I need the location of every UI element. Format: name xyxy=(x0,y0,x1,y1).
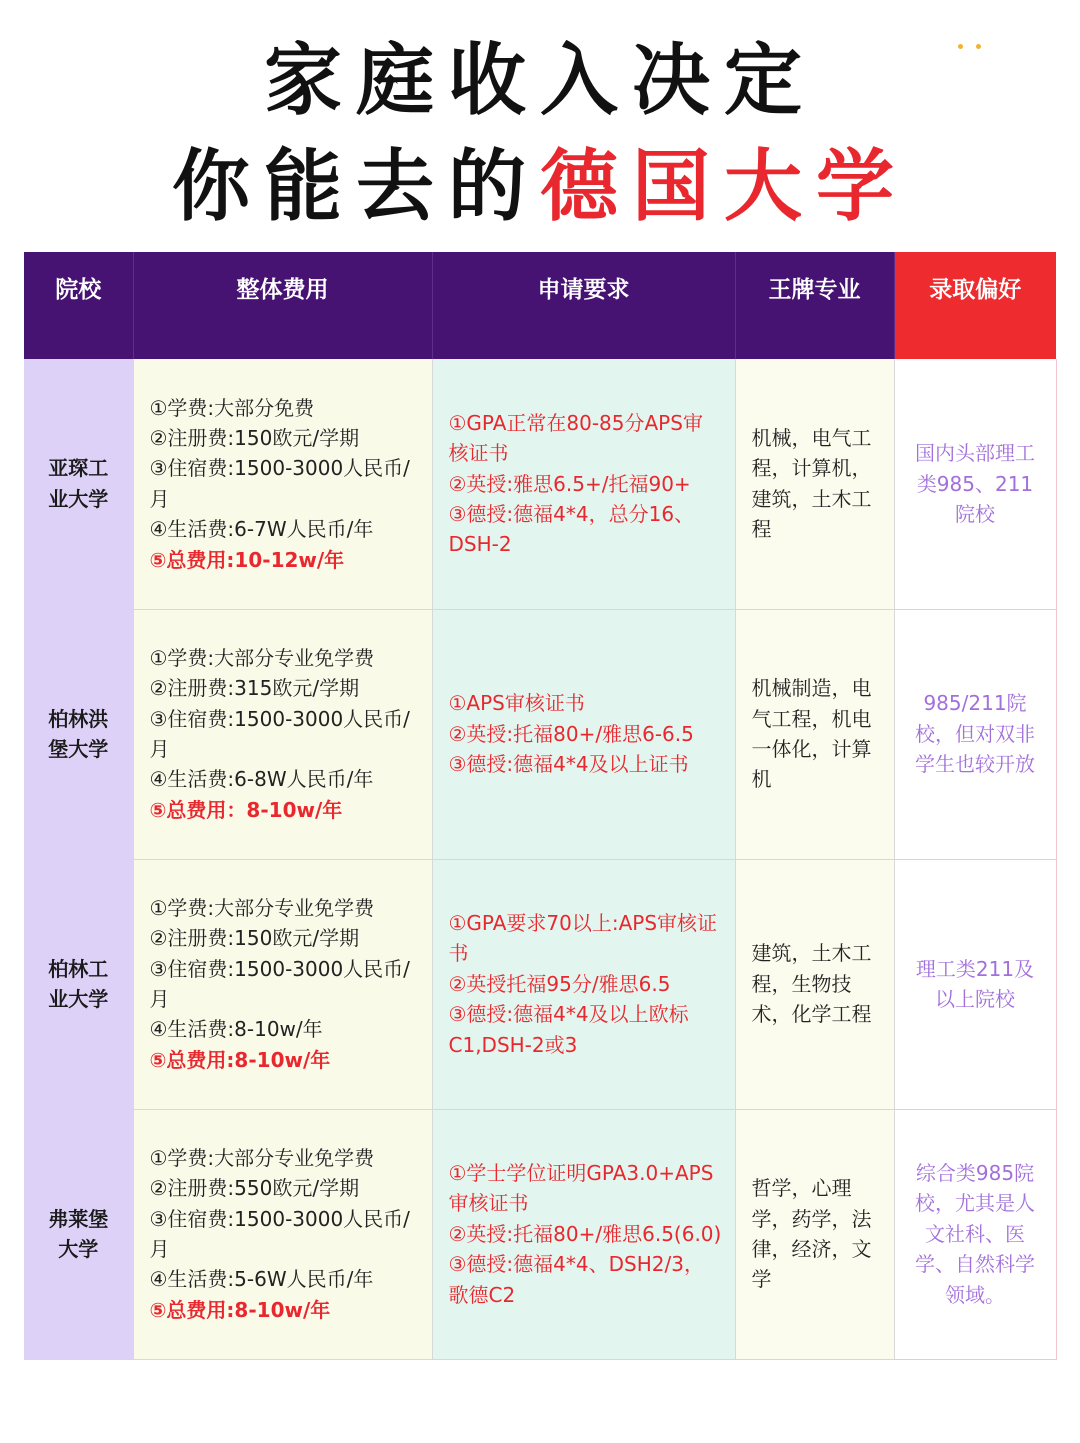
requirement-item: ③德授:德福4*4，总分16、DSH-2 xyxy=(448,501,695,557)
cost-total: ⑤总费用:8-10w/年 xyxy=(149,1297,331,1322)
cost-item: ④生活费:8-10w/年 xyxy=(149,1017,323,1042)
table-row xyxy=(24,359,1056,609)
cost-item: ②注册费:550欧元/学期 xyxy=(149,1176,360,1201)
preference-cell xyxy=(894,859,1056,1109)
title-line-1: 家庭收入决定 xyxy=(263,35,816,126)
cost-cell xyxy=(133,609,432,859)
cost-item: ③住宿费:1500-3000人民币/月 xyxy=(149,706,410,761)
cost-item: ①学费:大部分专业免学费 xyxy=(149,1145,375,1170)
majors-cell: 哲学，心理学，药学，法律，经济，文学 xyxy=(735,1109,894,1359)
cost-cell xyxy=(133,859,432,1109)
school-name-line: 弗莱堡 xyxy=(48,1206,109,1231)
preference-text: 综合类985院校，尤其是人文社科、医学、自然科学领域。 xyxy=(915,1160,1035,1307)
preference-cell xyxy=(894,1109,1056,1359)
cost-total: ⑤总费用：8-10w/年 xyxy=(149,797,343,822)
school-name-cell xyxy=(24,859,133,1109)
requirement-item: ③德授:德福4*4及以上欧标C1,DSH-2或3 xyxy=(448,1002,689,1057)
requirements-cell xyxy=(432,859,735,1109)
requirement-item: ①学士学位证明GPA3.0+APS审核证书 xyxy=(448,1160,714,1216)
majors-cell: 建筑，土木工程，生物技术，化学工程 xyxy=(735,859,894,1109)
cost-item: ②注册费:150欧元/学期 xyxy=(149,425,360,450)
header-school: 院校 xyxy=(24,252,133,359)
requirement-item: ①GPA要求70以上:APS审核证书 xyxy=(448,910,718,966)
preference-text: 理工类211及以上院校 xyxy=(915,956,1035,1011)
cost-item: ③住宿费:1500-3000人民币/月 xyxy=(149,1206,410,1261)
table-row xyxy=(24,859,1056,1109)
header-requirements: 申请要求 xyxy=(432,252,735,359)
school-name-cell xyxy=(24,359,133,609)
title-line-2 xyxy=(0,141,1080,232)
majors-cell: 机械，电气工程，计算机，建筑，土木工程 xyxy=(735,359,894,609)
cost-item: ④生活费:5-6W人民币/年 xyxy=(149,1267,374,1292)
school-name-line: 业大学 xyxy=(48,987,109,1011)
cost-item: ④生活费:6-8W人民币/年 xyxy=(149,767,374,792)
cost-item: ④生活费:6-7W人民币/年 xyxy=(149,517,374,542)
preference-text: 985/211院校，但对双非学生也较开放 xyxy=(915,691,1035,777)
preference-cell xyxy=(894,609,1056,859)
cost-item: ②注册费:315欧元/学期 xyxy=(149,676,360,701)
title-line-2-red: 德国大学 xyxy=(540,141,909,232)
cost-cell xyxy=(133,359,432,609)
school-name-line: 堡大学 xyxy=(48,737,109,761)
requirement-item: ③德授:德福4*4及以上证书 xyxy=(448,752,689,777)
requirements-cell xyxy=(432,359,735,609)
requirement-item: ②英授:托福80+/雅思6-6.5 xyxy=(448,721,694,746)
cost-cell xyxy=(133,1109,432,1359)
school-name-line: 大学 xyxy=(58,1237,99,1261)
cost-total: ⑤总费用:10-12w/年 xyxy=(149,547,345,572)
preference-text: 国内头部理工类985、211院校 xyxy=(915,441,1035,526)
cost-item: ①学费:大部分免费 xyxy=(149,395,315,420)
cost-total: ⑤总费用:8-10w/年 xyxy=(149,1047,331,1072)
school-name-line: 亚琛工 xyxy=(48,456,109,481)
university-comparison-table xyxy=(24,252,1057,1360)
cost-item: ①学费:大部分专业免学费 xyxy=(149,895,375,920)
decorative-dots xyxy=(958,44,988,52)
table-header-row xyxy=(24,252,1056,359)
header-majors: 王牌专业 xyxy=(735,252,894,359)
header-preference: 录取偏好 xyxy=(894,252,1056,359)
table-row xyxy=(24,1109,1056,1359)
cost-item: ①学费:大部分专业免学费 xyxy=(149,645,375,670)
preference-cell xyxy=(894,359,1056,609)
requirement-item: ①APS审核证书 xyxy=(448,691,585,716)
requirement-item: ②英授:托福80+/雅思6.5(6.0) xyxy=(448,1221,722,1246)
title-area xyxy=(0,0,1080,250)
cost-item: ③住宿费:1500-3000人民币/月 xyxy=(149,956,410,1011)
school-name-line: 柏林洪 xyxy=(48,706,109,731)
school-name-line: 柏林工 xyxy=(48,956,109,981)
requirement-item: ①GPA正常在80-85分APS审核证书 xyxy=(448,410,703,466)
school-name-cell xyxy=(24,1109,133,1359)
majors-cell: 机械制造，电气工程，机电一体化，计算机 xyxy=(735,609,894,859)
requirements-cell xyxy=(432,609,735,859)
requirement-item: ②英授托福95分/雅思6.5 xyxy=(448,971,671,996)
school-name-line: 业大学 xyxy=(48,486,109,511)
requirement-item: ③德授:德福4*4、DSH2/3，歌德C2 xyxy=(448,1252,704,1307)
table-row xyxy=(24,609,1056,859)
school-name-cell xyxy=(24,609,133,859)
cost-item: ③住宿费:1500-3000人民币/月 xyxy=(149,456,410,511)
requirement-item: ②英授:雅思6.5+/托福90+ xyxy=(448,471,691,496)
title-line-2-black: 你能去的 xyxy=(171,141,540,232)
header-cost: 整体费用 xyxy=(133,252,432,359)
cost-item: ②注册费:150欧元/学期 xyxy=(149,926,360,951)
requirements-cell xyxy=(432,1109,735,1359)
